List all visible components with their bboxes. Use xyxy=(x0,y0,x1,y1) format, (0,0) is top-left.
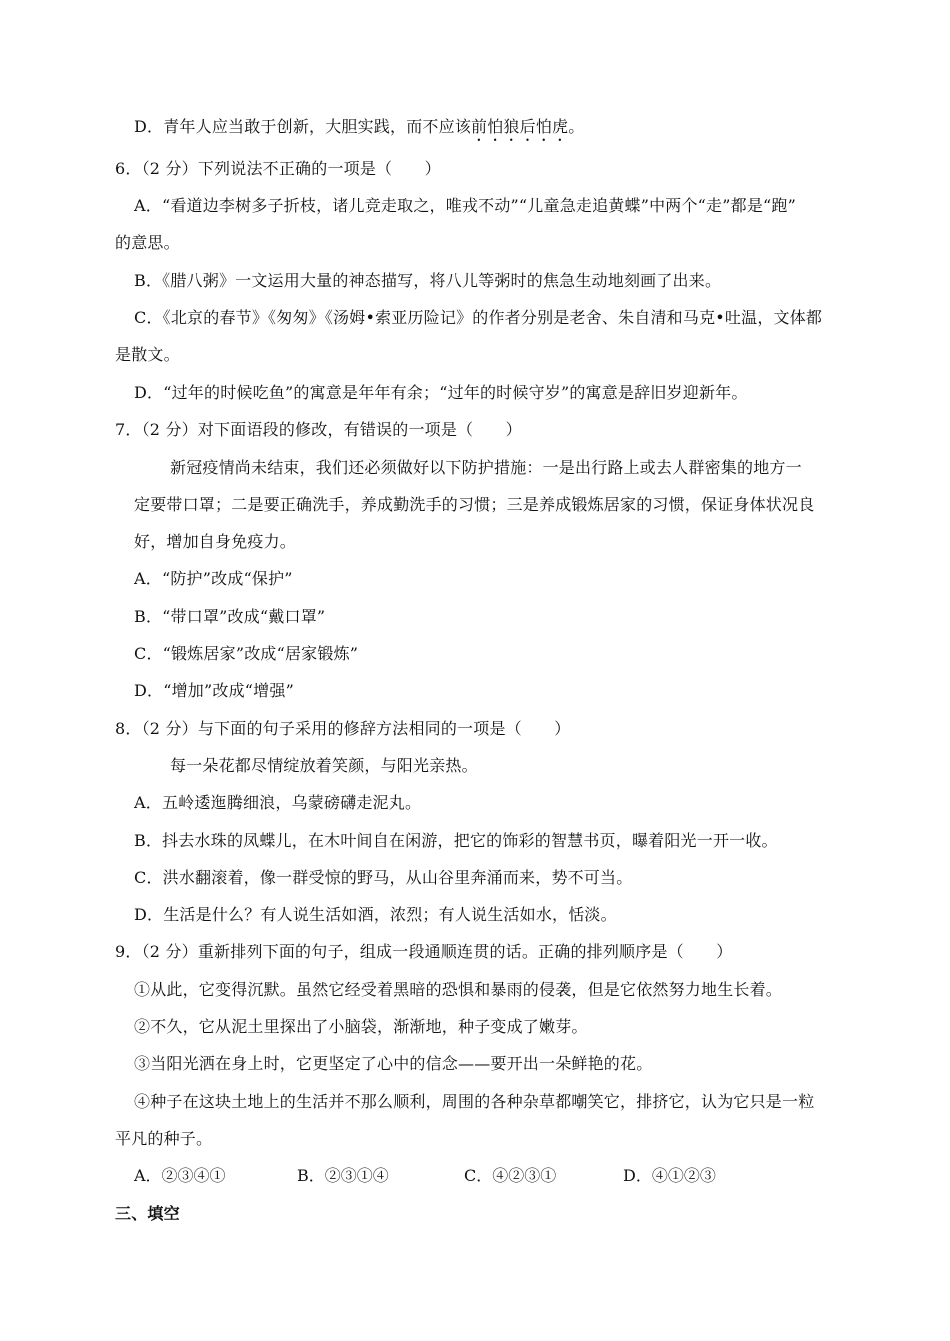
q9-option-c: C．④②③① xyxy=(464,1166,557,1185)
q7-passage-line2: 定要带口罩；二是要正确洗手，养成勤洗手的习惯；三是养成锻炼居家的习惯，保证身体状况良 xyxy=(134,495,815,514)
q7-passage-line1: 新冠疫情尚未结束，我们还必须做好以下防护措施：一是出行路上或去人群密集的地方一 xyxy=(170,458,802,477)
q8-option-d: D．生活是什么？有人说生活如酒，浓烈；有人说生活如水，恬淡。 xyxy=(134,905,617,924)
q6-option-b: B．《腊八粥》一文运用大量的神态描写，将八儿等粥时的焦急生动地刻画了出来。 xyxy=(134,271,722,290)
section-title-fill-in: 三、填空 xyxy=(115,1204,180,1223)
q9-option-b: B．②③①④ xyxy=(297,1166,389,1185)
q6-option-a-line2: 的意思。 xyxy=(115,233,180,252)
q9-sentence-4-line1: ④种子在这块土地上的生活并不那么顺利，周围的各种杂草都嘲笑它，排挤它，认为它只是一粒 xyxy=(134,1092,815,1111)
q9-stem: 9．（2 分）重新排列下面的句子，组成一段通顺连贯的话。正确的排列顺序是（ ） xyxy=(115,942,733,961)
q6-stem: 6．（2 分）下列说法不正确的一项是（ ） xyxy=(115,159,441,178)
q7-passage-line3: 好，增加自身免疫力。 xyxy=(134,532,297,551)
q7-stem: 7．（2 分）对下面语段的修改，有错误的一项是（ ） xyxy=(115,420,522,439)
q9-sentence-2: ②不久，它从泥土里探出了小脑袋，渐渐地，种子变成了嫩芽。 xyxy=(134,1017,588,1036)
q9-sentence-4-line2: 平凡的种子。 xyxy=(115,1129,213,1148)
q9-sentence-1: ①从此，它变得沉默。虽然它经受着黑暗的恐惧和暴雨的侵袭，但是它依然努力地生长着。 xyxy=(134,980,783,999)
q8-option-c: C．洪水翻滚着，像一群受惊的野马，从山谷里奔涌而来，势不可当。 xyxy=(134,868,633,887)
q5-option-d-suffix: 。 xyxy=(568,117,585,136)
q5-option-d-prefix: D．青年人应当敢于创新，大胆实践，而不应该 xyxy=(134,117,472,136)
q9-option-a: A．②③④① xyxy=(134,1166,226,1185)
q8-option-a: A．五岭逶迤腾细浪，乌蒙磅礴走泥丸。 xyxy=(134,793,422,812)
q6-option-c-line1: C．《北京的春节》《匆匆》《汤姆•索亚历险记》的作者分别是老舍、朱自清和马克•吐温，文体都 xyxy=(134,308,823,327)
q8-option-b: B．抖去水珠的凤蝶儿，在木叶间自在闲游，把它的饰彩的智慧书页，曝着阳光一开一收。 xyxy=(134,831,778,850)
q6-option-c-line2: 是散文。 xyxy=(115,345,180,364)
q7-option-c: C．“锻炼居家”改成“居家锻炼” xyxy=(134,644,359,663)
q8-sentence: 每一朵花都尽情绽放着笑颜，与阳光亲热。 xyxy=(170,756,478,775)
q7-option-a: A．“防护”改成“保护” xyxy=(134,569,293,588)
q9-option-d: D．④①②③ xyxy=(623,1166,716,1185)
q5-option-d xyxy=(134,116,584,145)
q5-option-d-emphasis: 前怕狼后怕虎 xyxy=(471,117,569,136)
q6-option-a-line1: A．“看道边李树多子折枝，诸儿竞走取之，唯戎不动”“儿童急走追黄蝶”中两个“走”都是“跑” xyxy=(134,196,796,215)
q7-option-b: B．“带口罩”改成“戴口罩” xyxy=(134,607,326,626)
q8-stem: 8．（2 分）与下面的句子采用的修辞方法相同的一项是（ ） xyxy=(115,719,571,738)
q9-sentence-3: ③当阳光洒在身上时，它更坚定了心中的信念——要开出一朵鲜艳的花。 xyxy=(134,1054,653,1073)
q7-option-d: D．“增加”改成“增强” xyxy=(134,681,294,700)
q6-option-d: D．“过年的时候吃鱼”的寓意是年年有余；“过年的时候守岁”的寓意是辞旧岁迎新年。 xyxy=(134,383,748,402)
